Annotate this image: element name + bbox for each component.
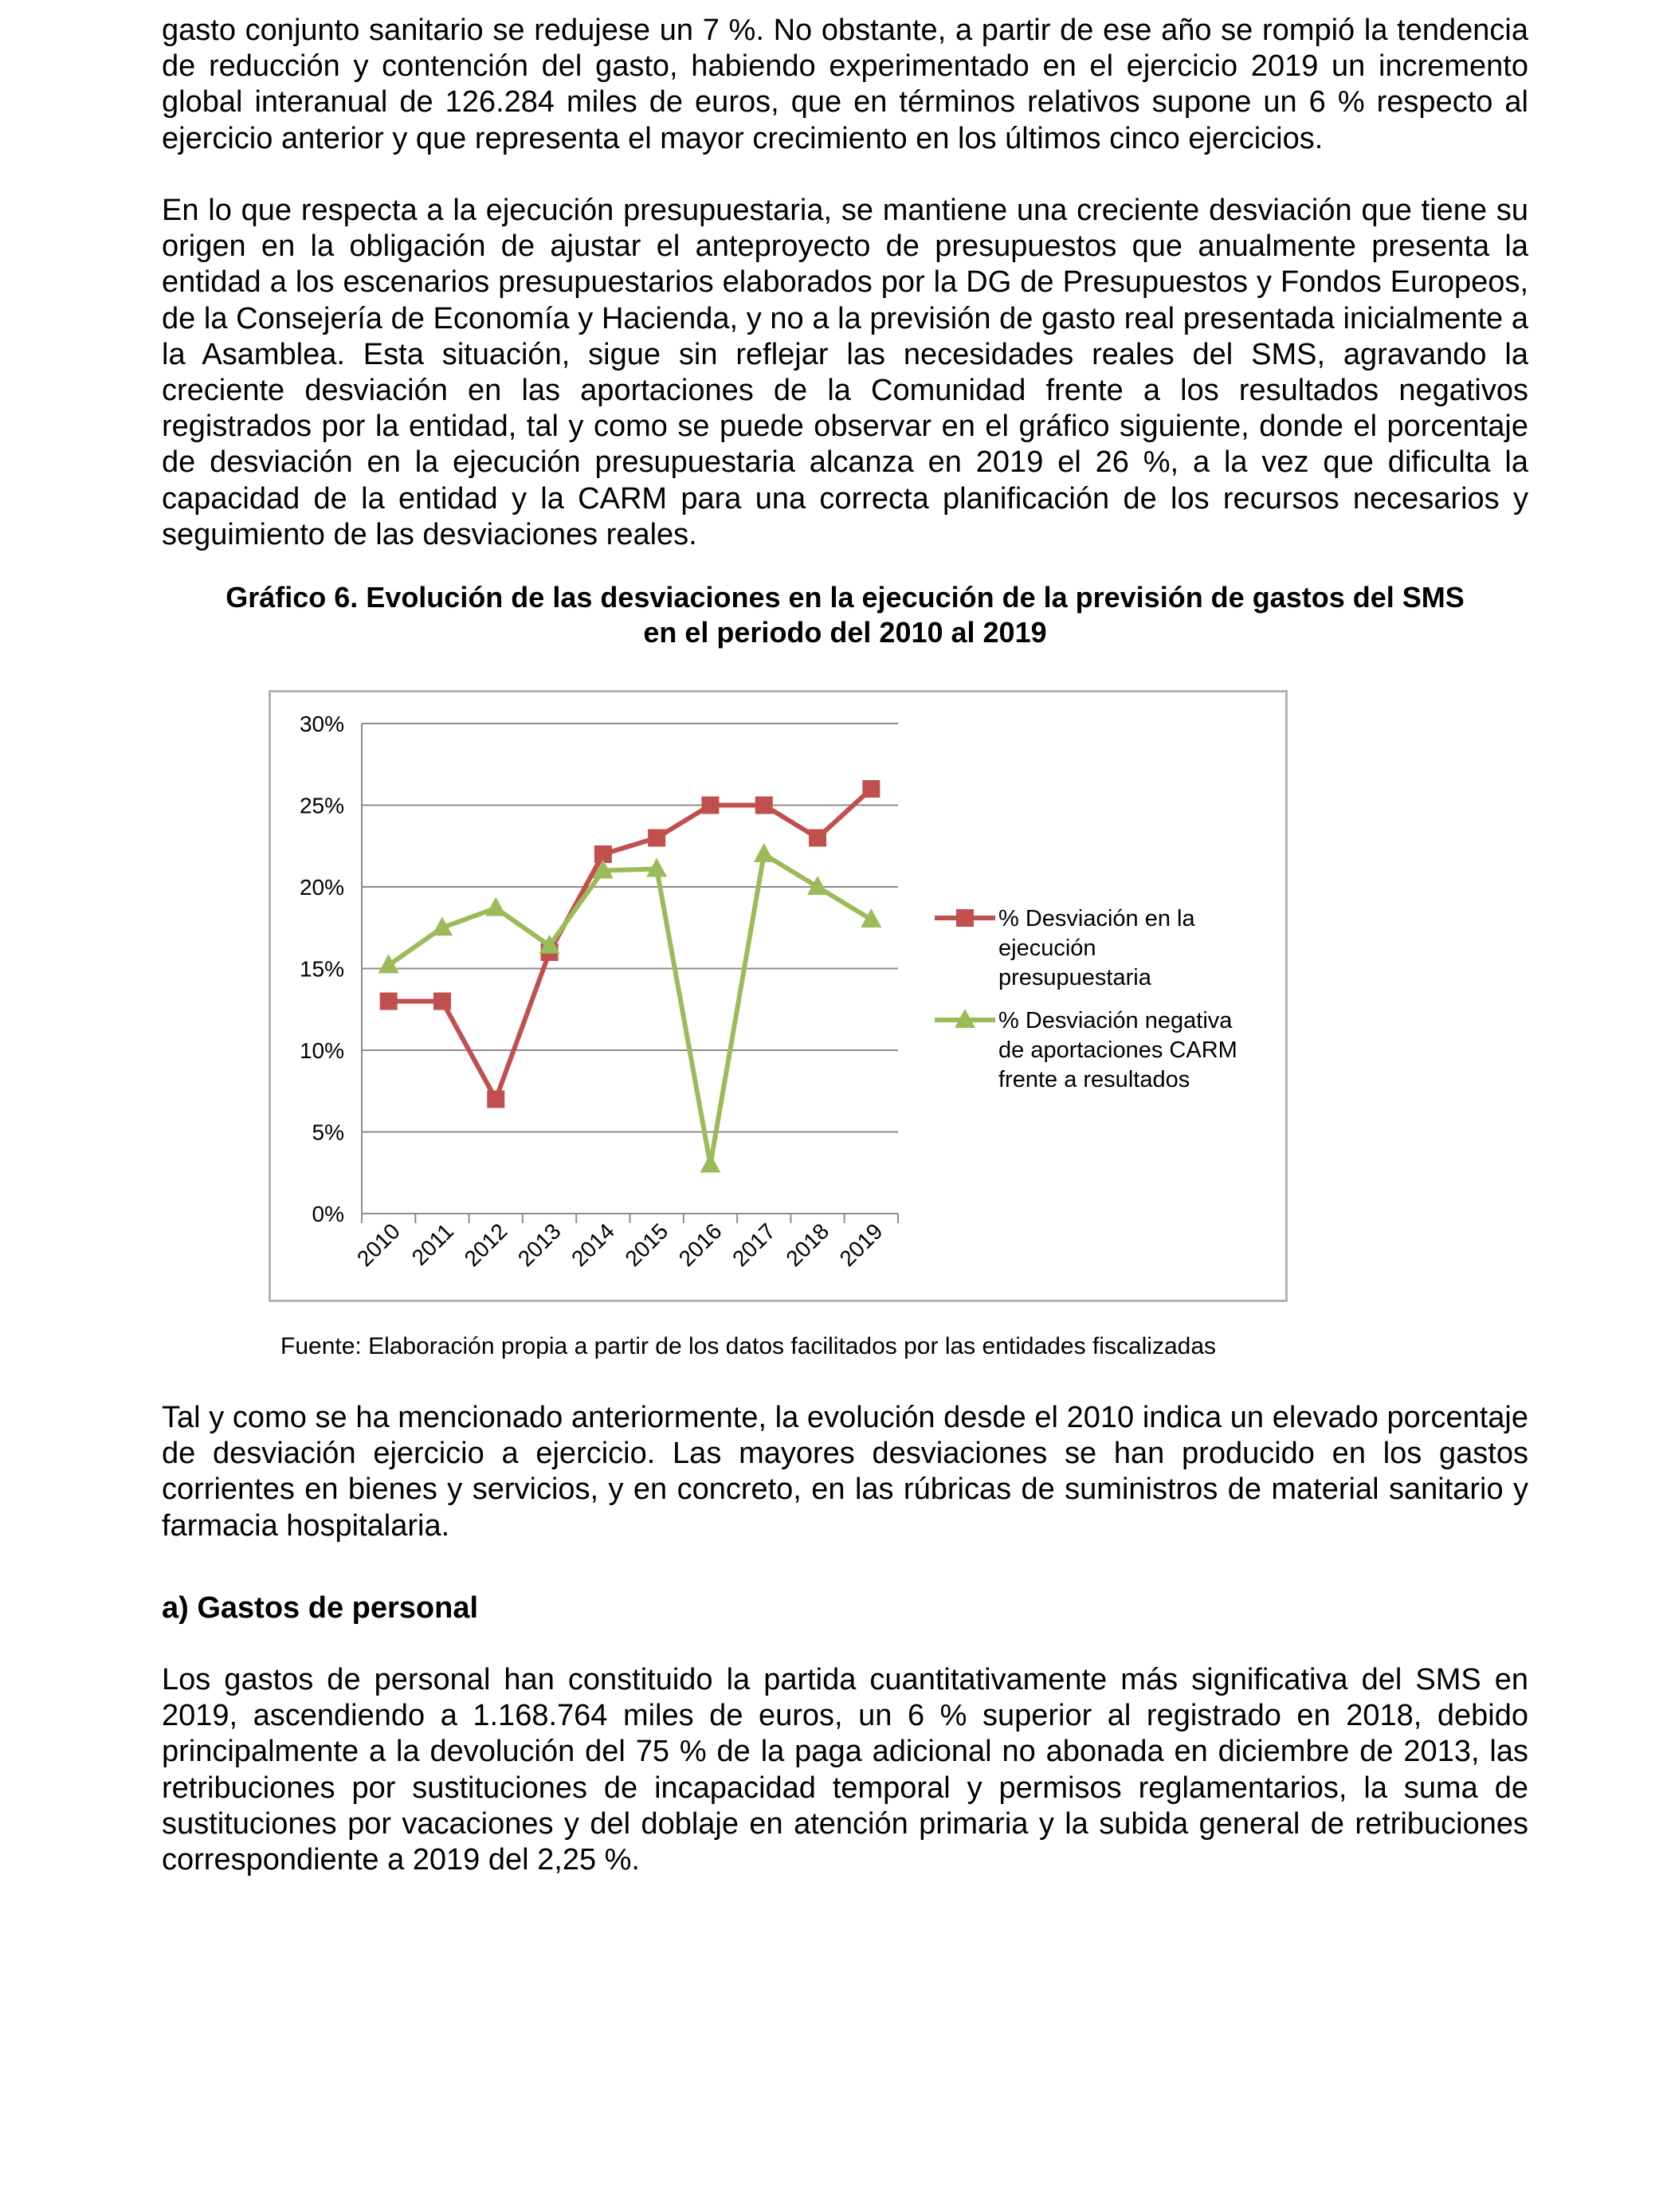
data-point-triangle xyxy=(861,908,881,928)
chart-container xyxy=(269,690,1288,1302)
data-point-square xyxy=(862,780,880,798)
y-tick-label: 5% xyxy=(312,1120,344,1145)
paragraph-personnel-expenses: Los gastos de personal han constituido la partida cuantitativamente más significativa del SMS en 2019, ascendiendo a 1.168.764 miles de euros, un 6 % superior al registrado en 2018, debido principalmente a la devolución del 75 % de la paga adicional no abonada en diciembre de 2013, las retribuciones por sustituciones de incapacidad temporal y permisos reglamentarios, la suma de sustituciones por vacaciones y del doblaje en atención primaria y la subida general de retribuciones correspondiente a 2019 del 2,25 %. xyxy=(162,1663,1528,1877)
paragraph-deviation-summary: Tal y como se ha mencionado anteriormente, la evolución desde el 2010 indica un elevado porcentaje de desviación ejercicio a ejercicio. Las mayores desviaciones se han producido en los gastos corrientes en bienes y servicios, y en concreto, en las rúbricas de suministros de material sanitario y farmacia hospitalaria. xyxy=(162,1401,1528,1543)
y-tick-label: 20% xyxy=(299,875,344,900)
x-tick-label: 2019 xyxy=(834,1218,888,1272)
paragraph-budget-execution: En lo que respecta a la ejecución presupuestaria, se mantiene una creciente desviación que tiene su origen en la obligación de ajustar el anteproyecto de presupuestos que anualmente presenta la entidad a los escenarios presupuestarios elaborados por la DG de Presupuestos y Fondos Europeos, de la Consejería de Economía y Hacienda, y no a la previsión de gasto real presentada inicialmente a la Asamblea. Esta situación, sigue sin reflejar las necesidades reales del SMS, agravando la creciente desviación en las aportaciones de la Comunidad frente a los resultados negativos registrados por la entidad, tal y como se puede observar en el gráfico siguiente, donde el porcentaje de desviación en la ejecución presupuestaria alcanza en 2019 el 26 %, a la vez que dificulta la capacidad de la entidad y la CARM para una correcta planificación de los recursos necesarios y seguimiento de las desviaciones reales. xyxy=(162,194,1528,551)
chart-caption-line1: Gráfico 6. Evolución de las desviaciones en la ejecución de la previsión de gastos del SMS xyxy=(226,581,1465,614)
source-note: Fuente: Elaboración propia a partir de los datos facilitados por las entidades fiscalizadas xyxy=(280,1333,1217,1359)
x-tick-label: 2015 xyxy=(620,1218,673,1272)
x-tick-label: 2016 xyxy=(673,1218,727,1272)
data-point-square xyxy=(433,993,451,1010)
section-heading: a) Gastos de personal xyxy=(162,1591,479,1625)
data-point-triangle xyxy=(378,954,399,973)
chart-caption-line2: en el periodo del 2010 al 2019 xyxy=(643,616,1047,649)
y-tick-label: 15% xyxy=(299,956,344,982)
data-point-square xyxy=(487,1091,504,1108)
y-tick-label: 10% xyxy=(299,1038,344,1063)
x-tick-label: 2017 xyxy=(728,1218,780,1272)
legend-label-1: % Desviación en la ejecución presupuestaria xyxy=(998,906,1195,990)
y-tick-label: 30% xyxy=(299,712,344,736)
x-tick-label: 2012 xyxy=(459,1218,512,1272)
deviation-line-chart xyxy=(271,692,1285,1300)
data-point-square xyxy=(755,797,773,814)
data-point-square xyxy=(701,797,719,814)
data-point-triangle xyxy=(754,843,775,862)
series-line-1 xyxy=(389,789,872,1100)
legend-marker-square xyxy=(956,909,974,927)
x-tick-label: 2013 xyxy=(512,1218,566,1272)
x-tick-label: 2014 xyxy=(567,1218,620,1272)
data-point-triangle xyxy=(485,897,506,916)
x-tick-label: 2011 xyxy=(406,1218,459,1270)
data-point-square xyxy=(648,830,665,847)
legend-label-2: % Desviación negativa de aportaciones CARM frente a resultados xyxy=(998,1008,1237,1092)
x-tick-label: 2018 xyxy=(781,1218,834,1272)
data-point-square xyxy=(809,830,826,847)
paragraph-spending-trend: gasto conjunto sanitario se redujese un 7 %. No obstante, a partir de ese año se rompió la tendencia de reducción y contención del gasto, habiendo experimentado en el ejercicio 2019 un incremento global interanual de 126.284 miles de euros, que en términos relativos supone un 6 % respecto al ejercicio anterior y que representa el mayor crecimiento en los últimos cinco ejercicios. xyxy=(162,14,1528,155)
data-point-triangle xyxy=(807,876,828,895)
series-line-2 xyxy=(389,854,872,1165)
x-tick-label: 2010 xyxy=(351,1218,405,1272)
chart-caption xyxy=(162,580,1528,650)
data-point-square xyxy=(380,993,398,1010)
y-tick-label: 0% xyxy=(312,1202,344,1226)
data-point-triangle xyxy=(700,1154,720,1173)
y-tick-label: 25% xyxy=(299,793,344,818)
